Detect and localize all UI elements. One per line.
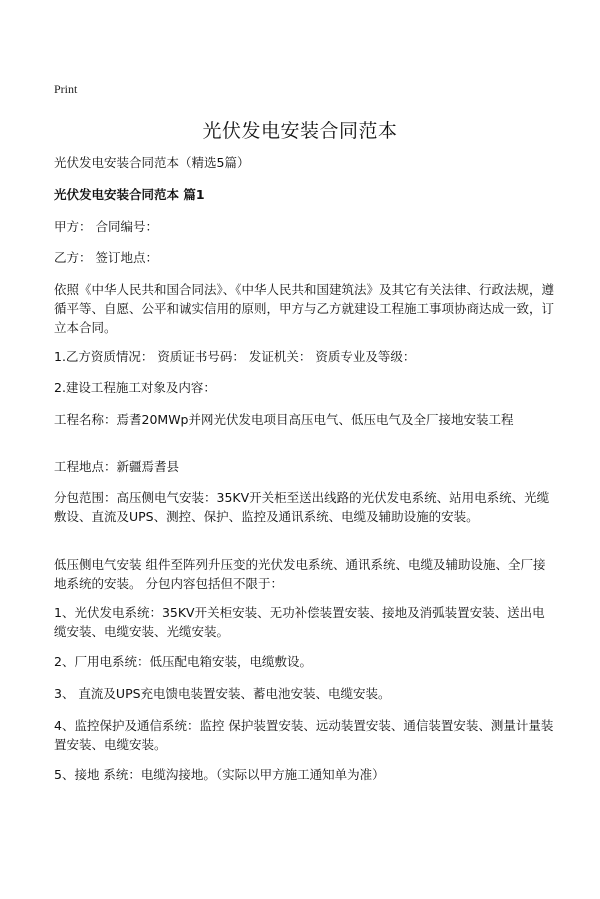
project-name-paragraph: 工程名称：焉耆20MWp并网光伏发电项目高压电气、低压电气及全厂接地安装工程	[54, 412, 514, 427]
qualification-line: 1.乙方资质情况： 资质证书号码： 发证机关： 资质专业及等级：	[54, 349, 416, 364]
project-location-line: 工程地点：新疆焉耆县	[54, 459, 180, 474]
legal-basis-paragraph: 依照《中华人民共和国合同法》、《中华人民共和国建筑法》及其它有关法律、行政法规，遵循平等、自愿、公平和诚实信用的原则，甲方与乙方就建设工程施工事项协商达成一致，订立本合同。	[54, 282, 555, 335]
section-heading: 光伏发电安装合同范本 篇1	[54, 187, 205, 202]
document-title: 光伏发电安装合同范本	[202, 120, 398, 142]
item-monitoring: 4、监控保护及通信系统：监控 保护装置安装、远动装置安装、通信装置安装、测量计量装置安装、电缆安装。	[54, 718, 554, 752]
scope-low-voltage-paragraph: 低压侧电气安装 组件至阵列升压变的光伏发电系统、通讯系统、电缆及辅助设施、全厂接地系统的安装。 分包内容包括但不限于：	[54, 557, 546, 591]
construction-object-heading: 2.建设工程施工对象及内容：	[54, 380, 216, 395]
print-label: Print	[54, 82, 78, 96]
party-b-line: 乙方： 签订地点：	[54, 250, 158, 265]
scope-high-voltage-paragraph: 分包范围：高压侧电气安装：35KV开关柜至送出线路的光伏发电系统、站用电系统、光缆敷设、直流及UPS、测控、保护、监控及通讯系统、电缆及辅助设施的安装。	[54, 490, 550, 524]
item-dc-ups: 3、 直流及UPS充电馈电装置安装、蓄电池安装、电缆安装。	[54, 686, 391, 701]
item-grounding: 5、接地 系统：电缆沟接地。（实际以甲方施工通知单为准）	[54, 767, 385, 782]
document-subtitle: 光伏发电安装合同范本（精选5篇）	[54, 155, 250, 170]
item-pv-system: 1、光伏发电系统：35KV开关柜安装、无功补偿装置安装、接地及消弧装置安装、送出电缆安装、电缆安装、光缆安装。	[54, 605, 545, 639]
item-plant-power: 2、厂用电系统：低压配电箱安装，电缆敷设。	[54, 654, 312, 669]
party-a-line: 甲方： 合同编号：	[54, 219, 158, 234]
